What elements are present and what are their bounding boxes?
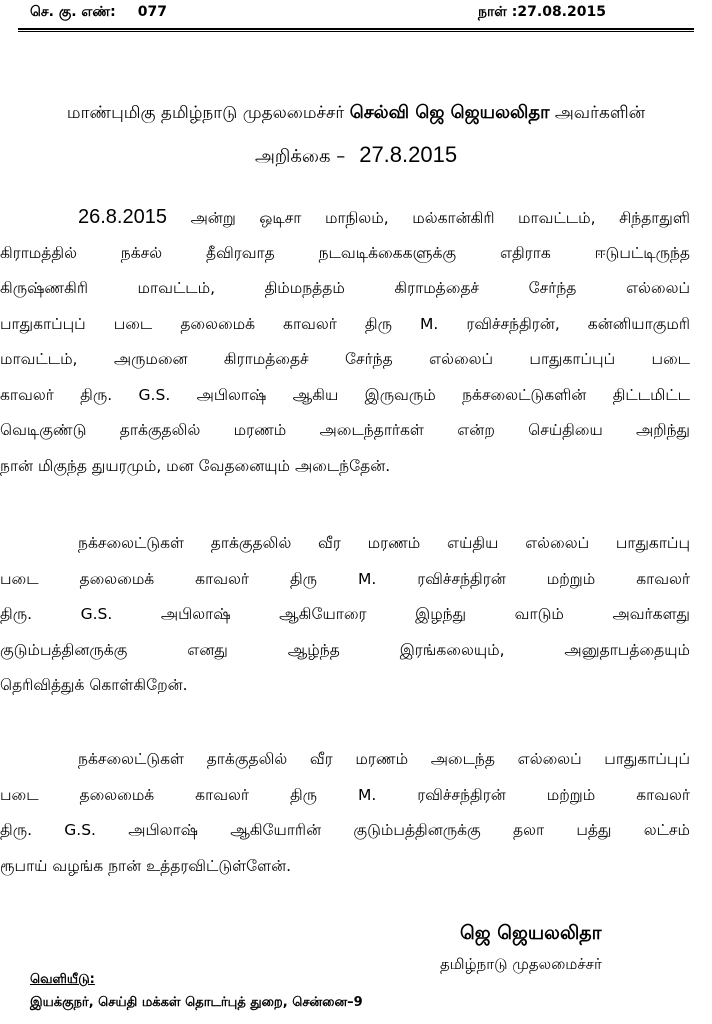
release-department: இயக்குநர், செய்தி மக்கள் தொடர்புத் துறை, சென்னை–9 [30,995,363,1010]
release-label: வெளியீடு: [30,972,95,987]
paragraph-line: காவலர் திரு. G.S. அபிலாஷ் ஆகிய இருவரும் நக்சலைட்டுகளின் திட்டமிட்ட [0,385,690,404]
statement-label: அறிக்கை – [254,146,346,167]
paragraph-line: படை தலைமைக் காவலர் திரு M. ரவிச்சந்திரன் மற்றும் காவலர் [0,569,690,588]
paragraph-line: வெடிகுண்டு தாக்குதலில் மரணம் அடைந்தார்கள் என்ற செய்தியை அறிந்து [0,421,690,439]
reference-label: செ. கு. எண்: [30,4,116,20]
heading-name: செல்வி ஜெ ஜெயலலிதா [349,102,550,123]
paragraph-line: மாவட்டம், அருமனை கிராமத்தைச் சேர்ந்த எல்லைப் பாதுகாப்புப் படை [0,350,690,368]
heading-suffix: அவர்களின் [554,103,646,123]
paragraph-2 [0,526,690,704]
paragraph-line: குடும்பத்தினருக்கு எனது ஆழ்ந்த இரங்கலையும், அனுதாபத்தையும் [0,640,690,659]
header-rule [18,28,694,30]
statement-heading [0,102,712,125]
paragraph-line: திரு. G.S. அபிலாஷ் ஆகியோரை இழந்து வாடும் அவர்களது [0,605,690,623]
paragraph-line: நான் மிகுந்த துயரமும், மன வேதனையும் அடைந்தேன். [0,456,391,475]
statement-date: 27.8.2015 [359,142,458,167]
paragraph-line: திரு. G.S. அபிலாஷ் ஆகியோரின் குடும்பத்தினருக்கு தலா பத்து லட்சம் [0,821,690,839]
paragraph-line: கிருஷ்ணகிரி மாவட்டம், திம்மநத்தம் கிராமத்தைச் சேர்ந்த எல்லைப் [0,279,690,297]
paragraph-line: கிராமத்தில் நக்சல் தீவிரவாத நடவடிக்கைகளுக்கு எதிராக ஈடுபட்டிருந்த [0,243,690,262]
paragraph-line: தெரிவித்துக் கொள்கிறேன். [0,676,188,694]
signatory-title: தமிழ்நாடு முதலமைச்சர் [440,955,602,973]
paragraph-line: ரூபாய் வழங்க நான் உத்தரவிட்டுள்ளேன். [0,856,292,875]
reference-value: 077 [137,4,167,20]
document-date: நாள் :27.08.2015 [478,4,606,20]
statement-subheading [0,142,712,169]
paragraph-line: படை தலைமைக் காவலர் திரு M. ரவிச்சந்திரன் மற்றும் காவலர் [0,785,690,804]
paragraph-line: நக்சலைட்டுகள் தாக்குதலில் வீர மரணம் எய்திய எல்லைப் பாதுகாப்பு [78,534,690,552]
paragraph-line: 26.8.2015 அன்று ஒடிசா மாநிலம், மல்கான்கிரி மாவட்டம், சிந்தாதுளி [78,206,690,228]
heading-prefix: மாண்புமிகு தமிழ்நாடு முதலமைச்சர் [66,103,345,123]
incident-date: 26.8.2015 [78,206,167,228]
header-rule-thin [18,31,694,32]
paragraph-line: நக்சலைட்டுகள் தாக்குதலில் வீர மரணம் அடைந்த எல்லைப் பாதுகாப்புப் [78,750,690,768]
reference-number [30,4,167,22]
paragraph-3 [0,742,690,884]
paragraph-1 [0,200,690,484]
paragraph-line: பாதுகாப்புப் படை தலைமைக் காவலர் திரு M. ரவிச்சந்திரன், கன்னியாகுமரி [0,314,690,333]
signatory-name: ஜெ ஜெயலலிதா [460,922,602,944]
